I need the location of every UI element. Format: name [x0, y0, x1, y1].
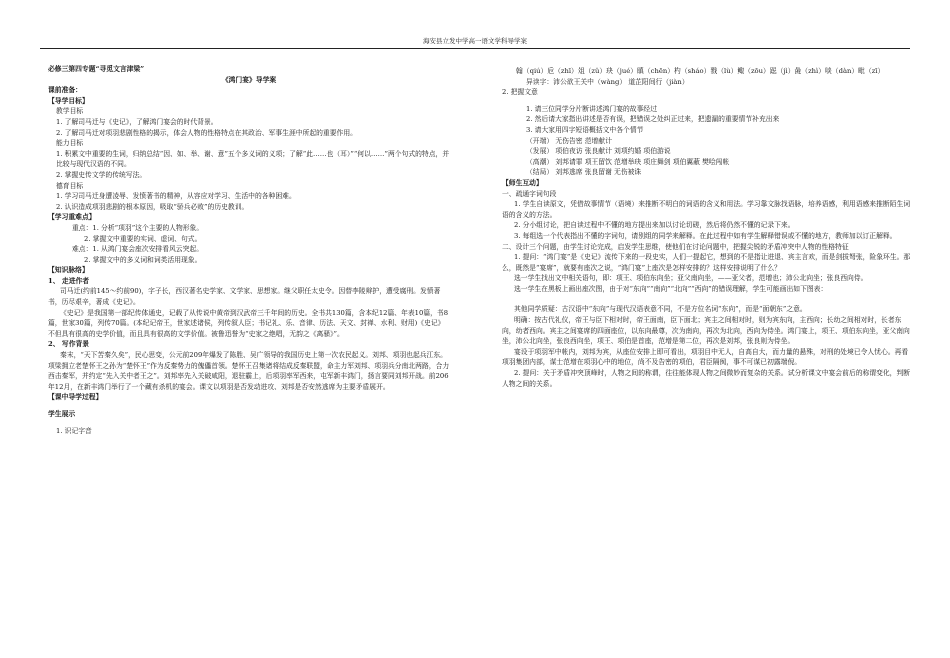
left-paragraph: 课前准备：	[48, 86, 82, 95]
left-paragraph: 重点：1. 分析“项羽”这个主要的人物形象。	[72, 223, 204, 232]
left-paragraph: 教学目标	[56, 107, 84, 116]
left-paragraph: 秦末，“天下苦秦久矣”，民心思变，公元前209年爆发了陈胜、吴广领导的我国历史上第一次农民起义。刘邦、项羽也起兵江东。项梁拥立老楚怀王之孙为“楚怀王”作为反秦势力的傀儡首领。楚怀王召集诸将结成反秦联盟，命主力军刘邦、项羽兵分南北两路，合力西击秦军，并约定“先入关中者王之”。刘邦率先入关破咸阳，退驻霸上，后项羽率军西来，屯军新丰鸿门，扬言要同刘邦开战。前206年12月，在新丰鸿门举行了一个藏有杀机的宴会。课文以项羽是否发动进攻、刘邦是否安然逃席为主要矛盾展开。	[48, 351, 450, 391]
right-paragraph: 选一学生在黑板上画出座次图，由于对“东向”“南向”“北向”“西向”的错误理解，学生可能画出如下图表：	[514, 284, 828, 293]
right-paragraph: （发展） 项伯夜访 张良献计 刘项约婚 项伯游说	[526, 147, 671, 156]
left-paragraph: 【知识脉络】	[48, 266, 89, 275]
right-paragraph: 2. 分小组讨论，把自读过程中不懂的地方提出来加以讨论切磋，然后将仍然不懂的记录下来。	[514, 221, 795, 230]
right-paragraph: 翰（qiú）卮（zhī）俎（zǔ）玦（jué）瞋（chēn）杓（sháo）戮（lù）鲰（zōu）跽（jì）彘（zhì）啖（dàn）毗（zī）	[516, 67, 885, 75]
left-paragraph: 1. 了解司马迁与《史记》，了解鸿门宴会的时代背景。	[56, 117, 218, 126]
right-column	[502, 66, 912, 389]
right-paragraph: 3. 每组选一个代表指出不懂的字词句，请别组的同学来解释。在此过程中如有学生解释错误或不懂的地方，教师加以订正解释。	[514, 231, 897, 240]
right-paragraph: 选一学生找出文中相关语句，即：项王、项伯东向坐；亚父南向坐，——亚父者，范增也；沛公北向坐；张良西向侍。	[514, 274, 868, 283]
left-paragraph: 2、 写作背景	[48, 340, 90, 349]
right-paragraph: （高潮） 刘邦请罪 项王留饮 范增举玦 项庄舞剑 项伯翼蔽 樊哙闯帐	[526, 157, 730, 166]
left-paragraph: 【学习重难点】	[48, 213, 96, 222]
left-paragraph: 必修三第四专题“寻觅文言津梁”	[48, 65, 145, 73]
page-header: 海安县立发中学高一语文学科导学案	[423, 37, 527, 45]
left-paragraph: 2. 认识造成项羽悲剧的根本原因，吸取“骄兵必败”的历史教训。	[56, 202, 249, 211]
left-paragraph: 德育目标	[56, 181, 84, 190]
right-paragraph: 2. 把握文意	[502, 88, 538, 97]
right-paragraph: 3. 请大家用四字短语概括文中各个情节	[526, 125, 644, 134]
right-paragraph: 二、设计三个问题，由学生讨论完成，启发学生思维，使他们在讨论问题中，把握尖锐的矛盾冲突中人物的性格特征	[502, 242, 849, 251]
right-paragraph: 其他同学质疑：古汉语中“东向”与现代汉语表意不同，不是方位名词“东向”，而是“面朝东”之意。	[514, 305, 807, 314]
left-paragraph: 难点：1. 从鸿门宴会座次安排看风云突起。	[72, 245, 203, 254]
right-paragraph: 2. 然后请大家指出讲述是否有误，把错误之处纠正过来，把遗漏的重要情节补充出来	[526, 115, 780, 124]
right-paragraph	[502, 294, 912, 304]
right-paragraph: 明确：按古代礼仪，帝王与臣下相对时，帝王面南，臣下面北；宾主之间相对时，则为宾东向，主西向；长幼之间相对时，长者东向，幼者西向。宾主之间宴席的四面座位，以东向最尊，次为南向，再次为北向，西向为侍坐。鸿门宴上，项王、项伯东向坐，亚父南向坐，沛公北向坐，张良西向坐，项王、项伯是首座，范增是第二位，再次是刘邦，张良则为侍坐。	[502, 316, 910, 346]
left-paragraph: 【课中导学过程】	[48, 393, 103, 402]
left-paragraph: 《鸿门宴》导学案	[221, 75, 277, 84]
right-paragraph: （开端） 无伤告密 范增献计	[526, 136, 612, 145]
left-paragraph: 学生展示	[48, 410, 76, 418]
left-column	[48, 64, 450, 436]
right-paragraph: 1. 学生自读原文，凭借故事情节（语境）来推断不明白的词语的含义和用法。学习靠文脉找语脉，培养语感，利用语感来推断陌生词语的含义的方法。	[502, 200, 911, 219]
right-paragraph: 【师生互动】	[502, 178, 543, 187]
right-paragraph: （结局） 刘邦逃席 张良留谢 无伤被诛	[526, 168, 642, 177]
left-paragraph: 1. 学习司马迁身遭凌辱、发愤著书的精神，从容应对学习、生活中的各种困难。	[56, 192, 296, 201]
left-paragraph: 1、 走进作者	[48, 276, 90, 285]
left-paragraph: 1. 识记字音	[56, 426, 92, 435]
left-paragraph: 1. 积累文中重要的生词，归纳总结“因、如、举、谢、意”五个多义词的义项；了解“此……也（耳）”“何以……”两个句式的特点，并比较与现代汉语的不同。	[56, 149, 450, 169]
left-paragraph: 2. 掌握文中重要的实词、虚词、句式。	[84, 234, 202, 243]
left-paragraph: 【导学目标】	[48, 96, 89, 105]
left-paragraph: 能力目标	[56, 139, 84, 148]
left-paragraph: 2. 掌握史传文学的传统写法。	[56, 170, 147, 179]
left-paragraph: 2. 掌握文中的多义词和词类活用现象。	[84, 255, 202, 264]
header-rule	[40, 48, 910, 49]
left-paragraph: 2. 了解司马迁对项羽悲剧性格的揭示，体会人物的性格特点在其政治、军事生涯中所起的重要作用。	[56, 128, 357, 137]
right-paragraph: 1. 请三位同学分片断讲述鸿门宴的故事经过	[526, 104, 657, 113]
left-paragraph: 司马迁(约前145～约前90)，字子长，西汉著名史学家、文学家、思想家。继父职任太史令。因替李陵辩护，遭受腐刑。发愤著书，历尽艰辛，著成《史记》。	[48, 287, 441, 307]
right-paragraph: 2. 提问：关于矛盾冲突顶峰时，人物之间的称谓，往往能体现人物之间微妙而复杂的关系。试分析课文中宴会前后的称谓变化，判断人物之间的关系。	[502, 369, 911, 388]
right-paragraph: 异读字：沛公欲王关中（wàng） 道芷阳间行（jiàn）	[526, 77, 689, 86]
right-paragraph: 一、疏通字词句段	[502, 189, 557, 198]
right-paragraph: 1. 提问：“鸿门宴”是《史记》流传下来的一段史实，人们一提起它，想到的不是指让进退、宾主言欢，而是剑拔弩张，险象环生。那么，既然是“宴席”，就要有座次之说，“鸿门宴”上座次是怎样安排的？这样安排说明了什么？	[502, 253, 911, 272]
left-paragraph: 《史记》是我国第一部纪传体通史，记载了从传说中黄帝到汉武帝三千年间的历史。全书共130篇，含本纪12篇、年表10篇，书8篇，世家30篇，列传70篇。(本纪记帝王，世家述诸侯，列传叙人臣；书记礼、乐、音律、历法、天文、封禅、水利、财用)《史记》不但具有很高的史学价值，而且具有很高的文学价值。被鲁迅誉为“史家之绝唱，无韵之《离骚》”。	[48, 308, 449, 338]
right-paragraph: 宴设于项羽军中帐内，刘邦为宾，从座位安排上即可看出，项羽目中无人，自高自大，而力量的悬殊，对刑的处境已令人忧心。再看项羽集团内部，谋士范增在项羽心中的地位，尚不及告密的项伯，君臣隔阂，事不可谋已初露端倪。	[502, 347, 909, 367]
